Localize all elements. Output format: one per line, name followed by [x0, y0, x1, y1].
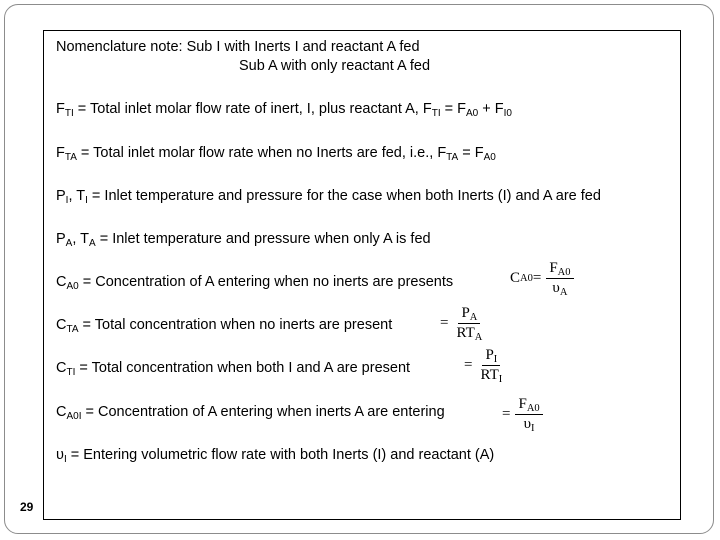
symbol: υ — [56, 447, 64, 463]
denominator-subscript: A — [559, 287, 568, 298]
nomenclature-line-1: Nomenclature note: Sub I with Inerts I and reactant A fed — [56, 39, 420, 55]
denominator-symbol: υ — [523, 416, 532, 432]
definition-ca0 — [56, 273, 453, 291]
definition-text: = Entering volumetric flow rate with both Inerts (I) and reactant (A) — [66, 447, 495, 463]
denominator-subscript: I — [498, 374, 503, 385]
equation-subscript: I0 — [503, 108, 512, 119]
symbol: T — [76, 188, 86, 204]
equation-part: F — [422, 101, 432, 117]
symbol: C — [56, 360, 67, 376]
numerator-symbol: F — [518, 396, 527, 412]
numerator-subscript: A0 — [557, 267, 571, 278]
fraction-denominator — [549, 279, 570, 296]
equation-subscript: A0 — [466, 108, 479, 119]
symbol-subscript: I — [63, 454, 67, 465]
symbol-subscript: TA — [66, 324, 79, 335]
fraction — [515, 397, 542, 432]
equation-part: = F — [440, 101, 467, 117]
definition-text: = Total concentration when no inerts are present — [78, 317, 393, 333]
denominator-symbol: υ — [552, 280, 560, 296]
numerator-symbol: P — [461, 305, 470, 321]
page-number: 29 — [20, 500, 34, 514]
fraction-denominator — [521, 415, 538, 432]
numerator-subscript: A — [469, 312, 478, 323]
definition-text: = Total inlet molar flow rate of inert, I, plus reactant A, — [73, 101, 423, 117]
definition-cta — [56, 316, 392, 334]
definition-text: = Total concentration when both I and A are present — [75, 360, 411, 376]
denominator-subscript: A — [474, 332, 483, 343]
definition-fti — [56, 100, 512, 118]
definition-pi-ti — [56, 187, 601, 205]
symbol-subscript: I — [65, 195, 69, 206]
definition-text: = Inlet temperature and pressure when only A is fed — [95, 231, 431, 247]
equation-part: = F — [458, 145, 484, 161]
fraction-numerator — [458, 306, 480, 324]
denominator-symbol: RT — [456, 325, 475, 341]
numerator-subscript: I — [493, 354, 498, 365]
formula-cta — [440, 306, 485, 341]
denominator-subscript: I — [531, 423, 535, 434]
symbol-subscript: A — [89, 238, 96, 249]
formula-equals: = — [440, 315, 449, 331]
definition-text: = Concentration of A entering when inerts A are entering — [81, 404, 445, 420]
symbol-subscript: A0I — [66, 411, 82, 422]
symbol-subscript: A — [65, 238, 73, 249]
fraction — [546, 261, 573, 296]
symbol: F — [56, 101, 65, 117]
formula-equals: = — [464, 357, 473, 373]
fraction-numerator — [546, 261, 573, 279]
formula-equals: = — [532, 270, 542, 286]
symbol-subscript: I — [85, 195, 88, 206]
fraction-numerator — [482, 348, 500, 366]
definition-fta — [56, 144, 496, 162]
definition-pa-ta — [56, 230, 431, 248]
fraction-denominator — [453, 324, 485, 341]
definition-upsilon-i — [56, 446, 494, 464]
definition-text: = Total inlet molar flow rate when no Inerts are fed, i.e., — [76, 145, 438, 161]
separator: , — [72, 231, 81, 247]
numerator-symbol: P — [485, 347, 494, 363]
symbol-subscript: TI — [64, 108, 74, 119]
fraction-numerator — [515, 397, 542, 415]
separator: , — [68, 188, 77, 204]
symbol-subscript: TI — [66, 367, 76, 378]
formula-ca0i — [502, 397, 543, 432]
formula-ca0: C A0 = $\frac{F_{A0}}{\upsilon_A}$ — [510, 261, 574, 296]
symbol: P — [56, 231, 66, 247]
formula-equals: = — [502, 406, 511, 422]
symbol: C — [56, 274, 67, 290]
equation-subscript: TI — [431, 108, 441, 119]
fraction — [453, 306, 485, 341]
equation-subscript: TA — [446, 152, 459, 163]
definition-text: = Concentration of A entering when no inerts are presents — [78, 274, 454, 290]
denominator-symbol: RT — [480, 367, 499, 383]
symbol-subscript: TA — [64, 152, 77, 163]
symbol-subscript: A0 — [66, 281, 79, 292]
numerator-symbol: F — [549, 260, 558, 276]
formula-cti — [464, 348, 505, 383]
numerator-subscript: A0 — [526, 403, 540, 414]
fraction — [477, 348, 505, 383]
symbol: C — [56, 317, 67, 333]
nomenclature-line-2: Sub A with only reactant A fed — [239, 58, 431, 74]
definition-cti — [56, 359, 410, 377]
symbol: T — [80, 231, 89, 247]
definition-text: = Inlet temperature and pressure for the case when both Inerts (I) and A are fed — [87, 188, 601, 204]
equation-subscript: A0 — [483, 152, 496, 163]
formula-lhs: C — [510, 270, 521, 286]
symbol: P — [56, 188, 66, 204]
symbol: F — [56, 145, 65, 161]
symbol: C — [56, 404, 67, 420]
equation-part: F — [437, 145, 447, 161]
fraction-denominator — [477, 366, 505, 383]
definition-ca0i — [56, 403, 445, 421]
equation-part: + F — [478, 101, 504, 117]
